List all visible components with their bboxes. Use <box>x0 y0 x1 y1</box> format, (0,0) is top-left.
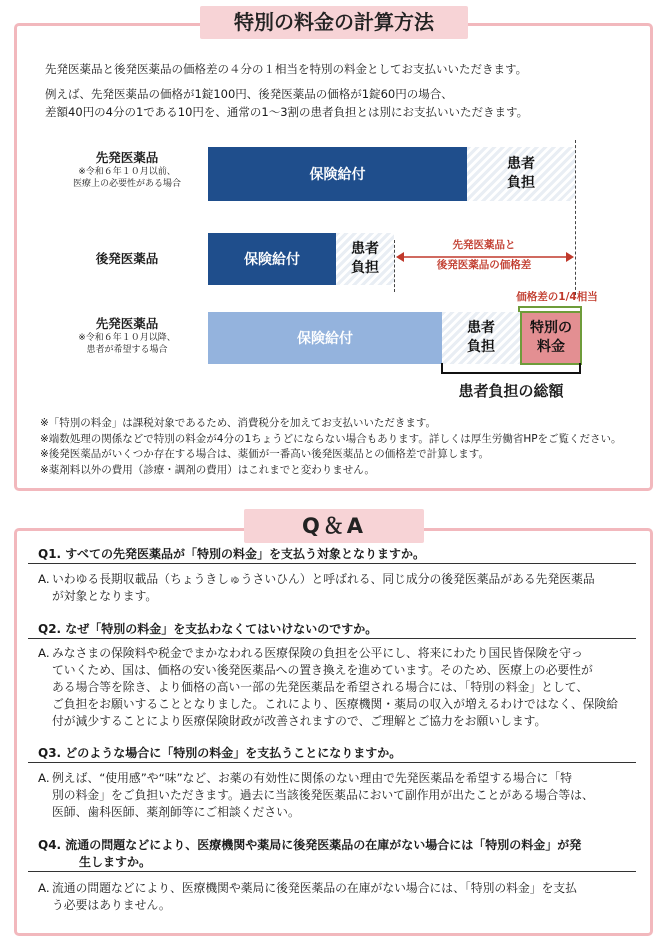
price-diff-label-2: 後発医薬品の価格差 <box>436 259 532 271</box>
q1-answer-prefix: A. <box>38 572 50 586</box>
q4-answer <box>38 880 632 914</box>
notes <box>40 416 622 478</box>
row3-insurance-bar: 保険給付 <box>208 312 442 364</box>
row3-title: 先発医薬品 <box>95 316 159 331</box>
row1-patient-bar <box>467 147 575 201</box>
total-label: 患者負担の総額 <box>458 382 564 400</box>
q4-question-line-1: Q4. 流通の問題などにより、医療機関や薬局に後発医薬品の在庫がない場合には「特別の料金」が発 <box>38 838 582 852</box>
q3-answer-line-3: 医師、歯科医師、薬剤師等にご相談ください。 <box>52 805 300 819</box>
q2-answer-line-5: 付が減少することにより医療保険財政が改善されますので、ご理解とご協力をお願いします。 <box>52 714 547 728</box>
q3-answer <box>38 770 632 821</box>
total-bracket <box>441 363 581 377</box>
row2-insurance-bar: 保険給付 <box>208 233 336 285</box>
row2-label <box>62 249 192 267</box>
row3-special-text1: 特別の <box>530 320 572 336</box>
row3-sub2: 患者が希望する場合 <box>86 345 168 355</box>
row1-sub2: 医療上の必要性がある場合 <box>72 179 181 189</box>
note-1: ※「特別の料金」は課税対象であるため、消費税分を加えてお支払いいただきます。 <box>40 417 437 429</box>
q2-answer-line-2: ていくため、国は、価格の安い後発医薬品への置き換えを進めています。そのため、医療上の必要性が <box>52 663 593 677</box>
row3-special-text2: 料金 <box>537 339 565 355</box>
note-3: ※後発医薬品がいくつか存在する場合は、薬価が一番高い後発医薬品との価格差で計算します。 <box>40 448 489 460</box>
calculation-title: 特別の料金の計算方法 <box>200 6 468 39</box>
row3-patient-bar <box>442 312 520 364</box>
row2-patient-bar <box>336 233 394 285</box>
row3-label <box>62 314 192 356</box>
row1-patient-text1: 患者 <box>507 156 535 172</box>
q2-answer-line-1: みなさまの保険料や税金でまかなわれる医療保険の負担を公平にし、将来にわたり国民皆保険を守っ <box>52 646 583 660</box>
note-2: ※端数処理の関係などで特別の料金が4分の1ちょうどにならない場合もあります。詳しくは厚生労働省HPをご覧ください。 <box>40 432 622 445</box>
q3-answer-line-1: 例えば、“使用感”や“味”など、お薬の有効性に関係のない理由で先発医薬品を希望する場合に「特 <box>52 771 572 785</box>
row3-special-fee-box <box>520 311 582 365</box>
row2-patient-text2: 負担 <box>351 260 379 276</box>
q2-answer-line-3: ある場合等を除き、より価格の高い一部の先発医薬品を希望される場合には、「特別の料金」として、 <box>52 680 589 694</box>
row3-patient-text1: 患者 <box>467 320 495 336</box>
row1-patient-text2: 負担 <box>507 175 535 191</box>
q4-answer-line-1: 流通の問題などにより、医療機関や薬局に後発医薬品の在庫がない場合には、「特別の料金」を支払 <box>52 881 577 895</box>
row2-end-line <box>394 240 395 292</box>
q4-question-line-2: 生しますか。 <box>79 855 152 869</box>
q4-question <box>38 837 581 871</box>
q1-question: Q1. すべての先発医薬品が「特別の料金」を支払う対象となりますか。 <box>38 547 426 561</box>
q1-answer <box>38 571 632 605</box>
intro-line-1: 先発医薬品と後発医薬品の価格差の４分の１相当を特別の料金としてお支払いいただきます。 <box>45 62 528 76</box>
quarter-label: 価格差の1/4相当 <box>516 291 598 303</box>
row1-sub1: ※令和６年１０月以前、 <box>78 167 176 177</box>
intro-line-3: 差額40円の4分の1である10円を、通常の1～3割の患者負担とは別にお支払いいただきます。 <box>45 105 529 119</box>
q1-underline <box>28 563 636 564</box>
q2-underline <box>28 638 636 639</box>
q4-answer-line-2: う必要はありません。 <box>52 898 171 912</box>
q1-answer-line-2: が対象となります。 <box>52 589 158 603</box>
row3-sub1: ※令和６年１０月以降、 <box>78 333 176 343</box>
q4-answer-prefix: A. <box>38 881 50 895</box>
q2-question: Q2. なぜ「特別の料金」を支払わなくてはいけないのですか。 <box>38 622 378 636</box>
row1-title: 先発医薬品 <box>95 150 159 165</box>
row2-title: 後発医薬品 <box>95 251 159 266</box>
q2-answer-line-4: ご負担をお願いすることとなりました。これにより、医療機関・薬局の収入が増えるわけではなく、保険給 <box>52 697 619 711</box>
note-4: ※薬剤料以外の費用（診療・調剤の費用）はこれまでと変わりません。 <box>40 463 375 476</box>
q2-answer <box>38 645 632 730</box>
price-diff-label-1: 先発医薬品と <box>408 238 560 252</box>
intro-line-2: 例えば、先発医薬品の価格が1錠100円、後発医薬品の価格が1錠60円の場合、 <box>45 87 453 101</box>
q3-underline <box>28 762 636 763</box>
row3-patient-text2: 負担 <box>467 339 495 355</box>
q1-answer-line-1: いわゆる長期収載品（ちょうきしゅうさいひん）と呼ばれる、同じ成分の後発医薬品がある先発医薬品 <box>52 572 595 586</box>
q3-answer-prefix: A. <box>38 771 50 785</box>
row1-end-line <box>575 140 576 295</box>
q2-answer-prefix: A. <box>38 646 50 660</box>
row1-label <box>62 148 192 190</box>
row1-insurance-bar: 保険給付 <box>208 147 467 201</box>
q3-question: Q3. どのような場合に「特別の料金」を支払うことになりますか。 <box>38 746 402 760</box>
qa-title: Q＆A <box>244 509 424 543</box>
q4-underline <box>28 871 636 872</box>
row2-patient-text1: 患者 <box>351 241 379 257</box>
q3-answer-line-2: 別の料金」をご負担いただきます。過去に当該後発医薬品において副作用が出たことがある場合等は、 <box>52 788 594 802</box>
